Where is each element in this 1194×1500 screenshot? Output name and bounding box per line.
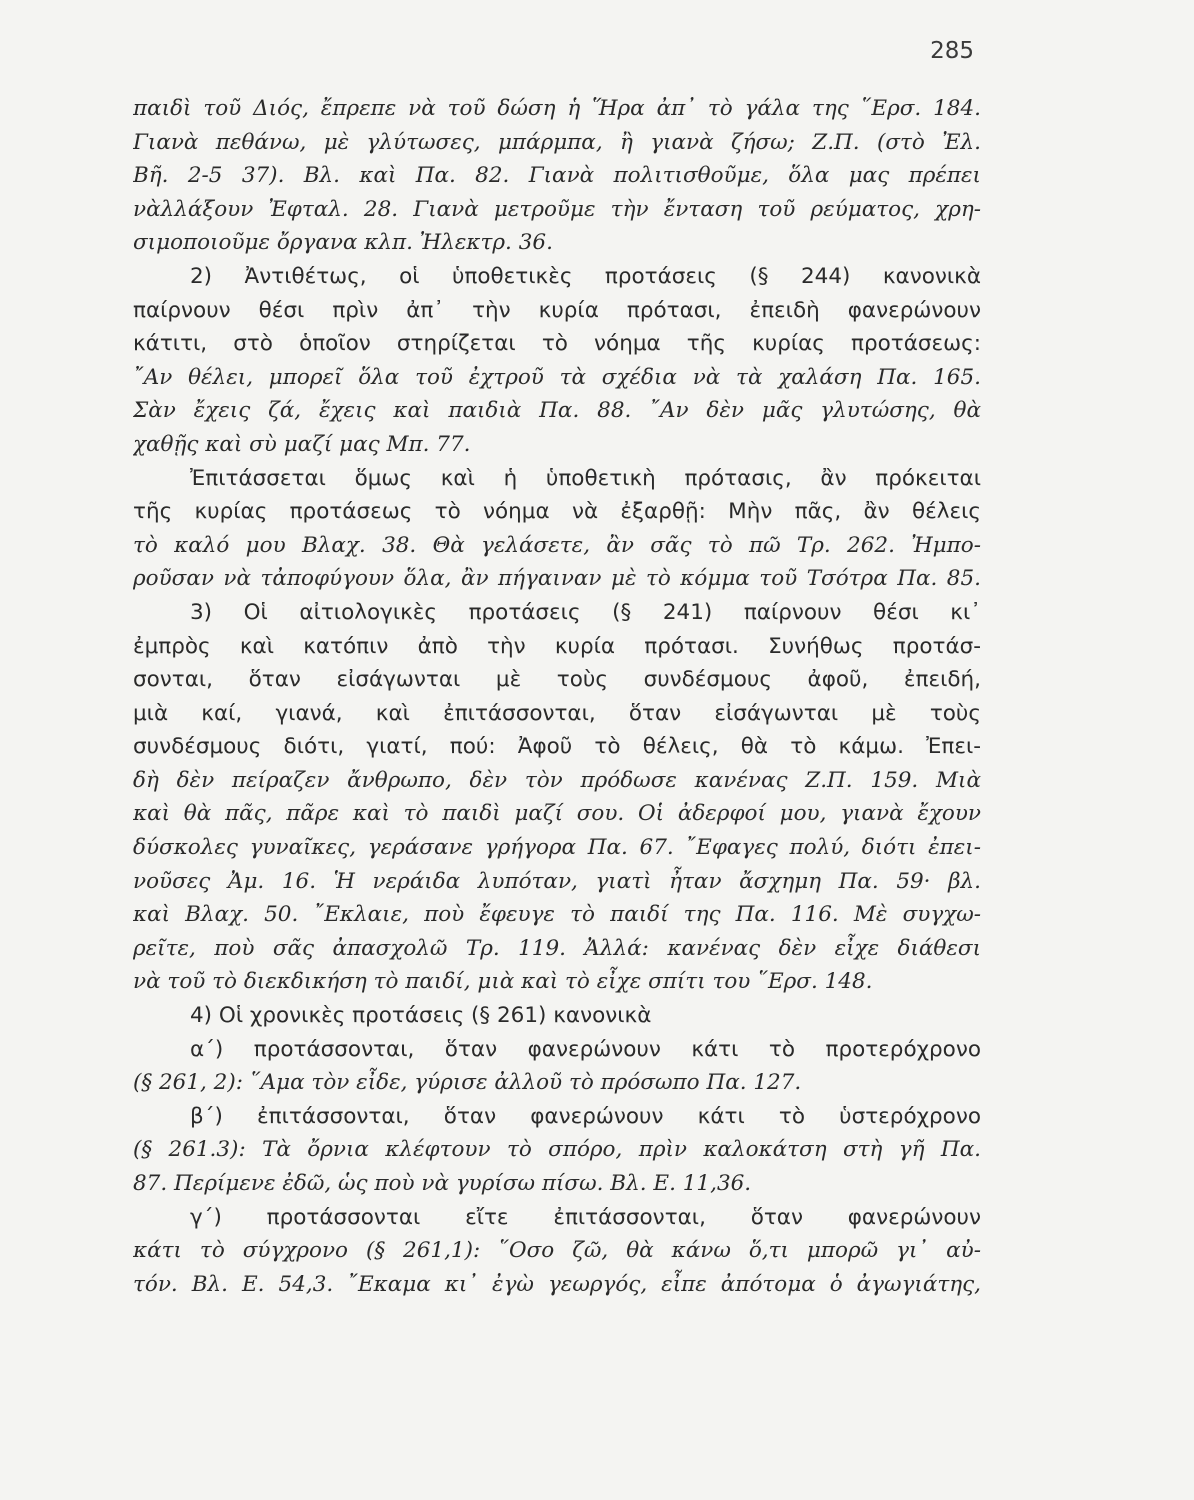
page-number: 285 bbox=[930, 38, 974, 64]
text-line: (§ 261.3): Τὰ ὄρνια κλέφτουν τὸ σπόρο, πρὶν καλοκάτση στὴ γῆ Πα. bbox=[133, 1137, 981, 1163]
text-line: Βῆ. 2-5 37). Βλ. καὶ Πα. 82. Γιανὰ πολιτισθοῦμε, ὅλα μας πρέπει bbox=[133, 163, 981, 189]
text-line: 2) Ἀντιθέτως, οἱ ὑποθετικὲς προτάσεις (§ 244) κανονικὰ bbox=[190, 263, 981, 289]
text-line: καὶ θὰ πᾶς, πᾶρε καὶ τὸ παιδὶ μαζί σου. Οἱ ἀδερφοί μου, γιανὰ ἔχουν bbox=[133, 801, 981, 827]
text-line: μιὰ καί, γιανά, καὶ ἐπιτάσσονται, ὅταν εἰσάγωνται μὲ τοὺς bbox=[133, 700, 981, 726]
text-line: κάτιτι, στὸ ὁποῖον στηρίζεται τὸ νόημα τῆς κυρίας προτάσεως: bbox=[133, 331, 981, 357]
text-line: καὶ Βλαχ. 50. ῎Εκλαιε, ποὺ ἔφευγε τὸ παιδί της Πα. 116. Μὲ συγχω- bbox=[133, 902, 981, 928]
text-line: ρεῖτε, ποὺ σᾶς ἀπασχολῶ Τρ. 119. Ἀλλά: κανένας δὲν εἶχε διάθεσι bbox=[133, 935, 981, 961]
text-line: (§ 261, 2): ῞Αμα τὸν εἶδε, γύρισε ἀλλοῦ τὸ πρόσωπο Πα. 127. bbox=[133, 1070, 802, 1096]
paragraph-5 bbox=[133, 999, 981, 1301]
text-line: 3) Οἱ αἰτιολογικὲς προτάσεις (§ 241) παίρνουν θέσι κι᾽ bbox=[190, 599, 981, 625]
text-line: παίρνουν θέσι πρὶν ἀπ᾽ τὴν κυρία πρότασι, ἐπειδὴ φανερώνουν bbox=[133, 297, 981, 323]
paragraph-1 bbox=[133, 92, 981, 260]
text-line: ροῦσαν νὰ τἀποφύγουν ὅλα, ἂν πήγαιναν μὲ τὸ κόμμα τοῦ Τσότρα Πα. 85. bbox=[133, 566, 981, 592]
text-line: τῆς κυρίας προτάσεως τὸ νόημα νὰ ἐξαρθῇ: Μὴν πᾶς, ἂν θέλεις bbox=[133, 499, 981, 525]
text-line: σιμοποιοῦμε ὄργανα κλπ. Ἠλεκτρ. 36. bbox=[133, 230, 553, 256]
text-line: χαθῇς καὶ σὺ μαζί μας Μπ. 77. bbox=[133, 431, 471, 457]
text-line: α´) προτάσσονται, ὅταν φανερώνουν κάτι τὸ προτερόχρονο bbox=[190, 1036, 981, 1062]
text-line: 87. Περίμενε ἐδῶ, ὡς ποὺ νὰ γυρίσω πίσω. Βλ. Ε. 11,36. bbox=[133, 1171, 752, 1196]
text-line: Ἐπιτάσσεται ὅμως καὶ ἡ ὑποθετικὴ πρότασις, ἂν πρόκειται bbox=[190, 465, 981, 491]
text-line: συνδέσμους διότι, γιατί, πού: Ἀφοῦ τὸ θέλεις, θὰ τὸ κάμω. Ἐπει- bbox=[133, 734, 981, 760]
text-line: β´) ἐπιτάσσονται, ὅταν φανερώνουν κάτι τὸ ὑστερόχρονο bbox=[190, 1103, 981, 1129]
paragraph-2 bbox=[133, 260, 981, 462]
text-line: δύσκολες γυναῖκες, γεράσανε γρήγορα Πα. 67. ῎Εφαγες πολύ, διότι ἐπει- bbox=[133, 835, 981, 861]
text-line: γ´) προτάσσονται εἴτε ἐπιτάσσονται, ὅταν φανερώνουν bbox=[190, 1204, 981, 1230]
paragraph-4 bbox=[133, 596, 981, 999]
text-line: δὴ δὲν πείραζεν ἄνθρωπο, δὲν τὸν πρόδωσε κανένας Ζ.Π. 159. Μιὰ bbox=[133, 767, 981, 793]
text-line: Σὰν ἔχεις ζά, ἔχεις καὶ παιδιὰ Πα. 88. ῎Αν δὲν μᾶς γλυτώσης, θὰ bbox=[133, 398, 981, 424]
text-line: τὸ καλό μου Βλαχ. 38. Θὰ γελάσετε, ἂν σᾶς τὸ πῶ Τρ. 262. Ἠμπο- bbox=[133, 532, 981, 558]
text-line: ῎Αν θέλει, μπορεῖ ὅλα τοῦ ἐχτροῦ τὰ σχέδια νὰ τὰ χαλάση Πα. 165. bbox=[133, 364, 981, 390]
page-body bbox=[133, 92, 981, 1301]
text-line: παιδὶ τοῦ Διός, ἔπρεπε νὰ τοῦ δώση ἡ Ἥρα ἀπ᾽ τὸ γάλα της ῞Ερσ. 184. bbox=[133, 96, 981, 121]
text-line: νοῦσες Ἀμ. 16. Ἡ νεράιδα λυπόταν, γιατὶ ἦταν ἄσχημη Πα. 59· βλ. bbox=[133, 868, 981, 894]
text-line: νὰλλάξουν Ἐφταλ. 28. Γιανὰ μετροῦμε τὴν ἔνταση τοῦ ρεύματος, χρη- bbox=[133, 196, 981, 222]
text-line: Γιανὰ πεθάνω, μὲ γλύτωσες, μπάρμπα, ἢ γιανὰ ζήσω; Ζ.Π. (στὸ Ἐλ. bbox=[133, 129, 981, 155]
text-line: νὰ τοῦ τὸ διεκδικήση τὸ παιδί, μιὰ καὶ τὸ εἶχε σπίτι του ῞Ερσ. 148. bbox=[133, 969, 873, 995]
text-line: τόν. Βλ. Ε. 54,3. ῎Εκαμα κι᾽ ἐγὼ γεωργός, εἶπε ἀπότομα ὁ ἀγωγιάτης, bbox=[133, 1271, 981, 1297]
paragraph-3 bbox=[133, 462, 981, 596]
text-line: ἐμπρὸς καὶ κατόπιν ἀπὸ τὴν κυρία πρότασι. Συνήθως προτάσ- bbox=[133, 633, 981, 659]
text-line: σονται, ὅταν εἰσάγωνται μὲ τοὺς συνδέσμους ἀφοῦ, ἐπειδή, bbox=[133, 667, 981, 693]
text-line: κάτι τὸ σύγχρονο (§ 261,1): ῞Οσο ζῶ, θὰ κάνω ὅ,τι μπορῶ γι᾽ αὐ- bbox=[133, 1238, 981, 1264]
text-line: 4) Οἱ χρονικὲς προτάσεις (§ 261) κανονικὰ bbox=[190, 1003, 652, 1029]
